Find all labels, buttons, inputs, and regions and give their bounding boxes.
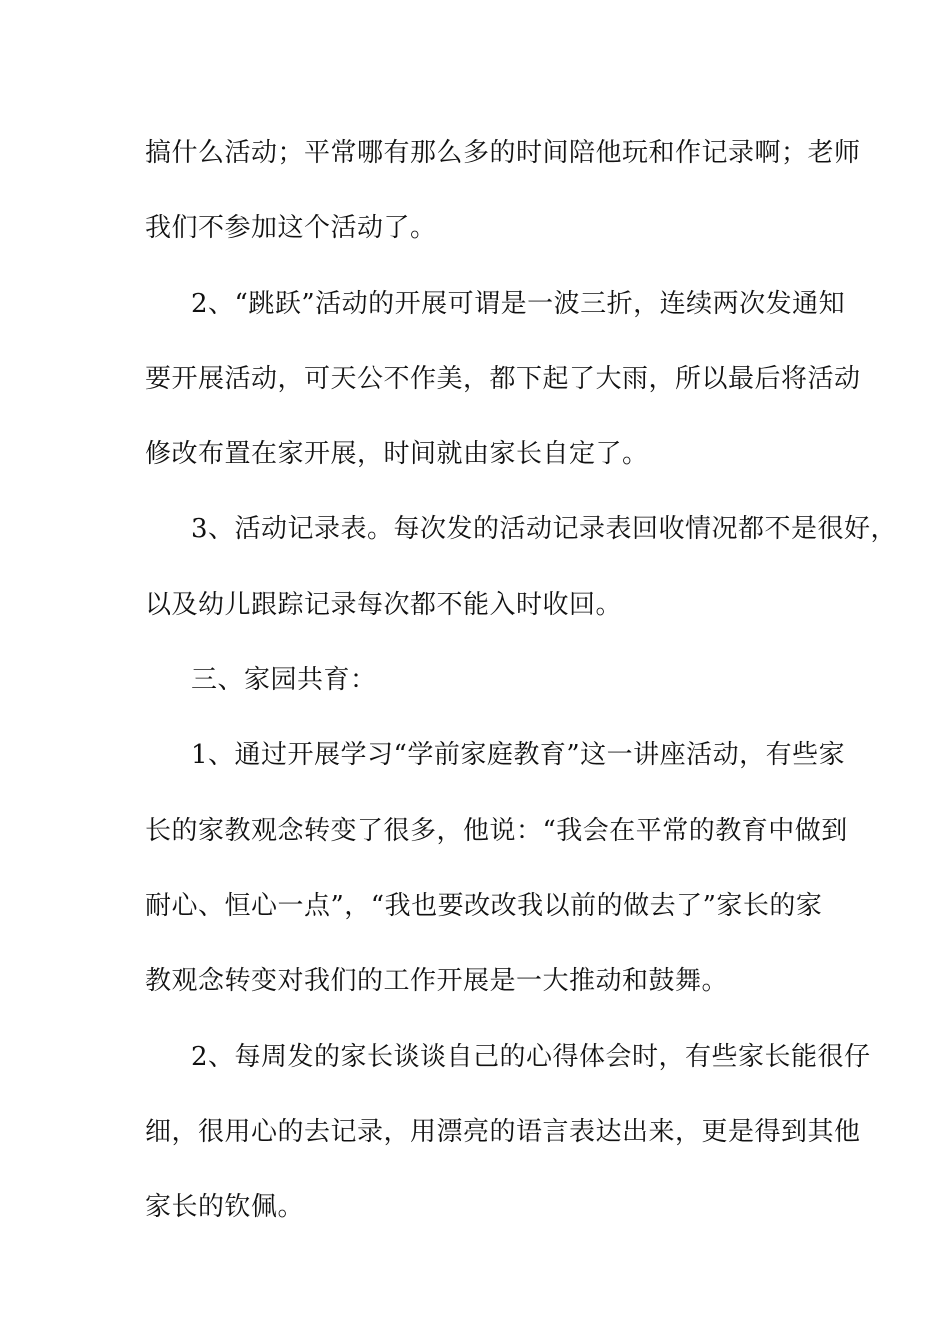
section-heading: 三、家园共育： xyxy=(191,665,377,696)
text-line: 搞什么活动；平常哪有那么多的时间陪他玩和作记录啊；老师 xyxy=(145,138,861,168)
text-line: 以及幼儿跟踪记录每次都不能入时收回。 xyxy=(145,589,623,620)
text-line: 耐心、恒心一点”，“我也要改改我以前的做去了”家长的家 xyxy=(145,890,823,921)
paragraph-start-line: 1、通过开展学习“学前家庭教育”这一讲座活动，有些家 xyxy=(191,740,846,771)
text-line: 我们不参加这个活动了。 xyxy=(145,213,437,244)
paragraph-start-line: 3、活动记录表。每次发的活动记录表回收情况都不是很好， xyxy=(191,514,898,545)
text-line: 细，很用心的去记录，用漂亮的语言表达出来，更是得到其他 xyxy=(145,1116,861,1147)
paragraph-start-line: 2、每周发的家长谈谈自己的心得体会时，有些家长能很仔 xyxy=(191,1041,871,1072)
paragraph-start-line: 2、“跳跃”活动的开展可谓是一波三折，连续两次发通知 xyxy=(191,288,846,319)
text-line: 教观念转变对我们的工作开展是一大推动和鼓舞。 xyxy=(145,966,729,997)
text-line: 要开展活动，可天公不作美，都下起了大雨，所以最后将活动 xyxy=(145,363,861,394)
text-line: 家长的钦佩。 xyxy=(145,1192,305,1223)
text-line: 长的家教观念转变了很多，他说：“我会在平常的教育中做到 xyxy=(145,815,848,846)
text-line: 修改布置在家开展，时间就由家长自定了。 xyxy=(145,439,649,470)
document-body xyxy=(145,127,898,1256)
